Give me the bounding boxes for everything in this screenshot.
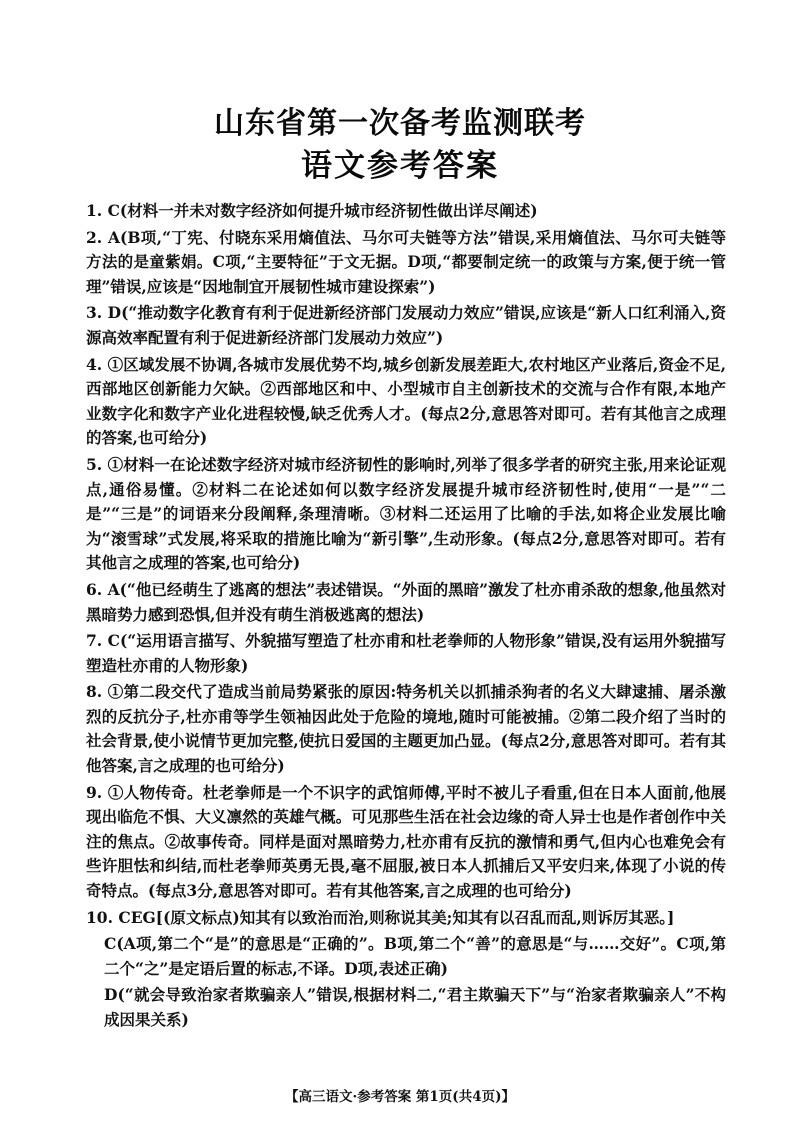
answer-item-4: 4. ①区域发展不协调,各城市发展优势不均,城乡创新发展差距大,农村地区产业落后,资金不足,西部地区创新能力欠缺。②西部地区和中、小型城市自主创新技术的交流与合作有限,本地产业数字化和数字产业化进程较慢,缺乏优秀人才。(每点2分,意思答对即可。若有其他言之成理的答案,也可给分): [86, 354, 726, 448]
exam-title: 山东省第一次备考监测联考: [214, 106, 586, 141]
answer-item-6: 6. A(“他已经萌生了逃离的想法”表述错误。“外面的黑暗”激发了杜亦甫杀敌的想象,他虽然对黑暗势力感到恐惧,但并没有萌生消极逃离的想法): [86, 579, 726, 624]
answer-item-10: 10. CEG[(原文标点)知其有以致治而治,则称说其美;知其有以召乱而乱,则诉厉其恶。]: [86, 907, 675, 927]
answer-item-5: 5. ①材料一在论述数字经济对城市经济韧性的影响时,列举了很多学者的研究主张,用来论证观点,通俗易懂。②材料二在论述如何以数字经济发展提升城市经济韧性时,使用“一是”“二是”“三是”的词语来分段阐释,条理清晰。③材料二还运用了比喻的手法,如将企业发展比喻为“滚雪球”式发展,将采取的措施比喻为“新引擎”,生动形象。(每点2分,意思答对即可。若有其他言之成理的答案,也可给分): [86, 454, 726, 573]
answer-item-3: 3. D(“推动数字化教育有利于促进新经济部门发展动力效应”错误,应该是“新人口红利涌入,资源高效率配置有利于促进新经济部门发展动力效应”): [86, 303, 726, 347]
answer-item-2: 2. A(B项,“丁宪、付晓东采用熵值法、马尔可夫链等方法”错误,采用熵值法、马尔可夫链等方法的是童紫娟。C项,“主要特征”于文无据。D项,“都要制定统一的政策与方案,便于统一管理”错误,应该是“因地制宜开展韧性城市建设探索”): [86, 227, 726, 296]
answer-item-11: C(A项,第二个“是”的意思是“正确的”。B项,第二个“善”的意思是“与……交好”。C项,第二个“之”是定语后置的标志,不译。D项,表述正确): [104, 934, 726, 978]
page-footer: 【高三语文·参考答案 第1页(共4页)】: [285, 1089, 515, 1105]
answer-item-7: 7. C(“运用语言描写、外貌描写塑造了杜亦甫和杜老拳师的人物形象”错误,没有运用外貌描写塑造杜亦甫的人物形象): [86, 631, 726, 675]
document-subtitle: 语文参考答案: [301, 148, 499, 184]
answer-list: [86, 199, 726, 1035]
answer-item-9: 9. ①人物传奇。杜老拳师是一个不识字的武馆师傅,平时不被儿子看重,但在日本人面前,他展现出临危不惧、大义凛然的英雄气概。可见那些生活在社会边缘的奇人异士也是作者创作中关注的焦点。②故事传奇。同样是面对黑暗势力,杜亦甫有反抗的激情和勇气,但内心也难免会有些许胆怯和纠结,而杜老拳师英勇无畏,毫不屈服,被日本人抓捕后又平安归来,体现了小说的传奇特点。(每点3分,意思答对即可。若有其他答案,言之成理的也可给分): [86, 782, 726, 901]
answer-item-8: 8. ①第二段交代了造成当前局势紧张的原因:特务机关以抓捕杀狗者的名义大肆逮捕、屠杀激烈的反抗分子,杜亦甫等学生领袖因此处于危险的境地,随时可能被捕。②第二段介绍了当时的社会背景,使小说情节更加完整,使抗日爱国的主题更加凸显。(每点2分,意思答对即可。若有其他答案,言之成理的也可给分): [86, 682, 726, 776]
answer-item-12: D(“就会导致治家者欺骗亲人”错误,根据材料二,“君主欺骗天下”与“治家者欺骗亲人”不构成因果关系): [104, 985, 726, 1029]
answer-item-1: 1. C(材料一并未对数字经济如何提升城市经济韧性做出详尽阐述): [86, 201, 538, 220]
